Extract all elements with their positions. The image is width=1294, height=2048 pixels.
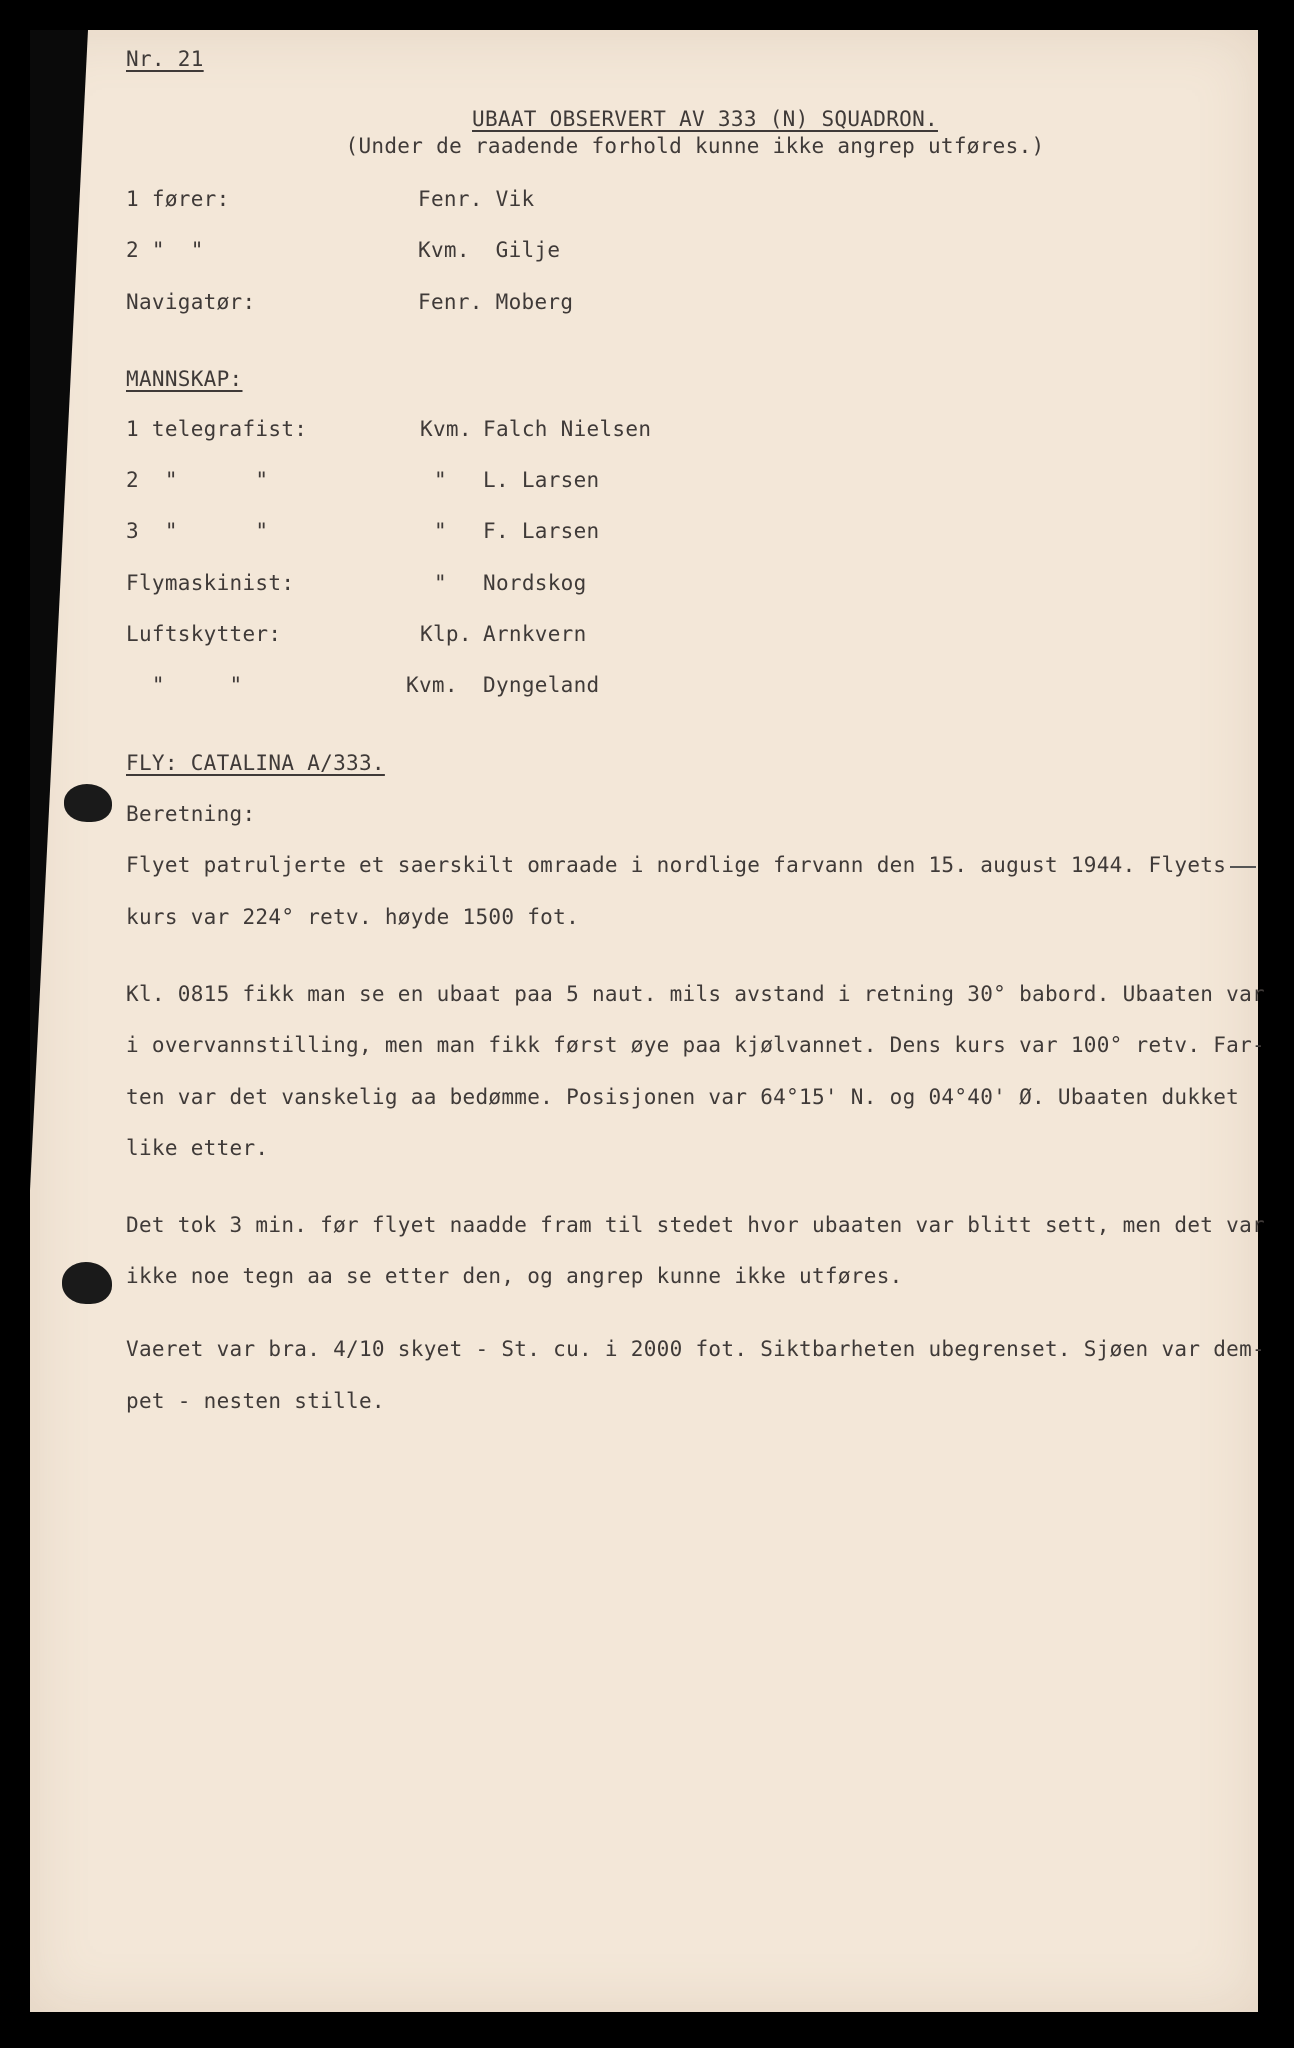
report-line: Vaeret var bra. 4/10 skyet - St. cu. i 2000 fot. Siktbarheten ubegrenset. Sjøen var dem- bbox=[126, 1337, 1265, 1361]
crew-name: Nordskog bbox=[483, 571, 587, 595]
report-heading: Beretning: bbox=[126, 802, 256, 826]
crew-rank: " bbox=[434, 519, 447, 543]
crew-role: Luftskytter: bbox=[126, 622, 282, 646]
document-number: Nr. 21 bbox=[126, 47, 204, 71]
punch-hole-mark bbox=[64, 784, 112, 822]
crew-role: Flymaskinist: bbox=[126, 571, 295, 595]
report-line: Det tok 3 min. før flyet naadde fram til stedet hvor ubaaten var blitt sett, men det var bbox=[126, 1213, 1265, 1237]
officer-name: Fenr. Vik bbox=[418, 187, 535, 211]
crew-rank: Kvm. bbox=[406, 673, 458, 697]
crew-role: 1 telegrafist: bbox=[126, 417, 308, 441]
officer-role: 2 " " bbox=[126, 238, 204, 262]
document-title: UBAAT OBSERVERT AV 333 (N) SQUADRON. bbox=[472, 107, 938, 131]
officer-name: Fenr. Moberg bbox=[418, 290, 574, 314]
margin-mark bbox=[1230, 866, 1256, 868]
crew-rank: " bbox=[434, 468, 447, 492]
report-line: like etter. bbox=[126, 1136, 269, 1160]
report-line: ten var det vanskelig aa bedømme. Posisjonen var 64°15' N. og 04°40' Ø. Ubaaten dukket bbox=[126, 1085, 1240, 1109]
report-line: ikke noe tegn aa se etter den, og angrep kunne ikke utføres. bbox=[126, 1264, 903, 1288]
crew-name: Falch Nielsen bbox=[483, 417, 652, 441]
report-line: kurs var 224° retv. høyde 1500 fot. bbox=[126, 905, 580, 929]
report-line: Kl. 0815 fikk man se en ubaat paa 5 naut. mils avstand i retning 30° babord. Ubaaten var bbox=[126, 982, 1265, 1006]
document-subtitle: (Under de raadende forhold kunne ikke angrep utføres.) bbox=[345, 134, 1045, 158]
document-page bbox=[30, 30, 1258, 2012]
report-line: Flyet patruljerte et saerskilt omraade i nordlige farvann den 15. august 1944. Flyets bbox=[126, 853, 1227, 877]
crew-rank: Kvm. bbox=[420, 417, 472, 441]
crew-role: 3 " " bbox=[126, 519, 269, 543]
officer-name: Kvm. Gilje bbox=[418, 238, 561, 262]
report-line: pet - nesten stille. bbox=[126, 1389, 385, 1413]
officer-role: 1 fører: bbox=[126, 187, 230, 211]
report-line: i overvannstilling, men man fikk først øye paa kjølvannet. Dens kurs var 100° retv. Far- bbox=[126, 1033, 1265, 1057]
punch-hole-mark bbox=[62, 1262, 112, 1304]
folded-corner bbox=[30, 30, 88, 1190]
crew-rank: " bbox=[434, 571, 447, 595]
crew-name: F. Larsen bbox=[483, 519, 600, 543]
crew-role: " " bbox=[126, 673, 243, 697]
crew-heading: MANNSKAP: bbox=[126, 367, 243, 391]
crew-role: 2 " " bbox=[126, 468, 269, 492]
crew-name: Arnkvern bbox=[483, 622, 587, 646]
officer-role: Navigatør: bbox=[126, 290, 256, 314]
crew-rank: Klp. bbox=[420, 622, 472, 646]
crew-name: L. Larsen bbox=[483, 468, 600, 492]
crew-name: Dyngeland bbox=[483, 673, 600, 697]
aircraft-heading: FLY: CATALINA A/333. bbox=[126, 751, 385, 775]
